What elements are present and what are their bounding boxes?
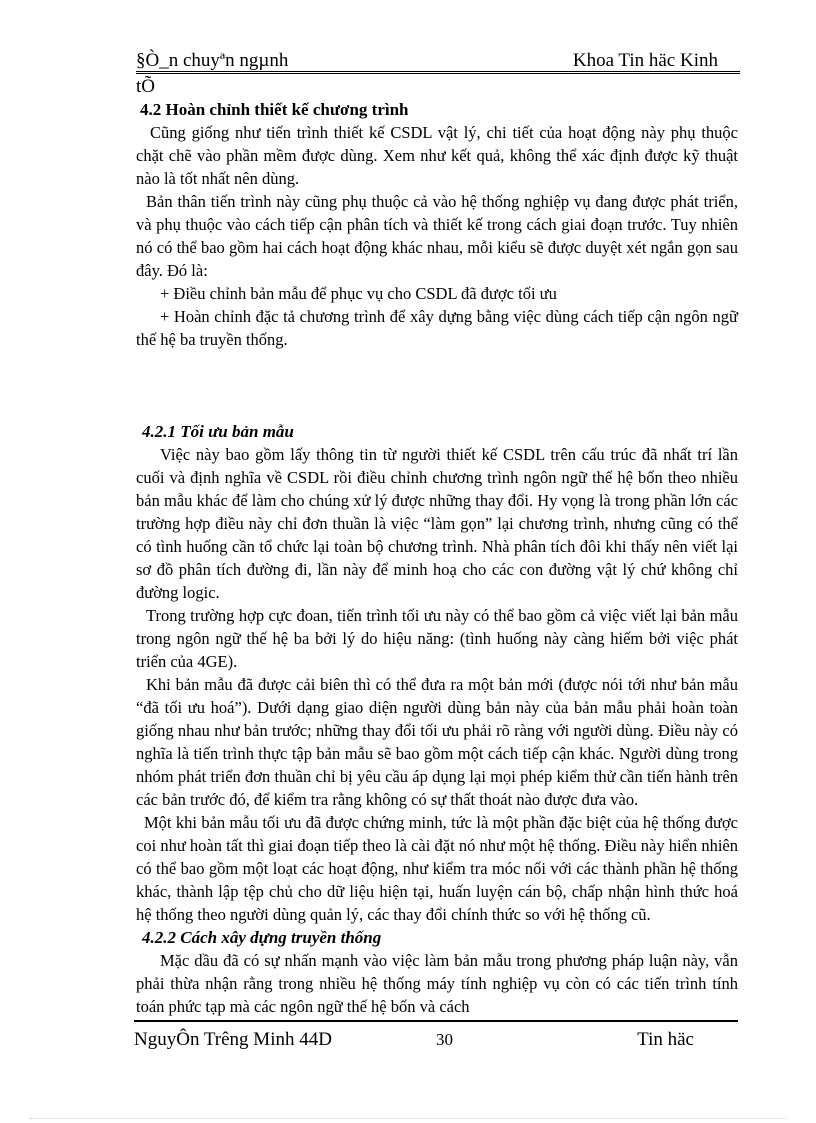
- page-number: 30: [436, 1030, 453, 1049]
- page-edge-divider: [30, 1118, 786, 1119]
- paragraph: Cũng giống như tiến trình thiết kế CSDL vật lý, chi tiết của hoạt động này phụ thuộc chặt chẽ vào phần mềm được dùng. Xem như kết quả, không thể xác định được kỹ thuật nào là tốt nhất nên dùng.: [136, 123, 738, 188]
- header-left-text: §Ò_n chuyªn ngµnh: [136, 50, 289, 71]
- header-rule: [136, 71, 740, 74]
- section-heading: 4.2 Hoàn chỉnh thiết kế chương trình: [140, 100, 409, 119]
- paragraph: Bản thân tiến trình này cũng phụ thuộc cả vào hệ thống nghiệp vụ đang được phát triển, và phụ thuộc vào cách tiếp cận phân tích và thiết kế trong cách giai đoạn trước. Tuy nhiên nó có thể bao gồm hai cách hoạt động khác nhau, mỗi kiểu sẽ được duyệt xét ngắn gọn sau đây. Đó là:: [136, 192, 738, 280]
- bullet-item: + Hoàn chỉnh đặc tả chương trình để xây dựng bằng việc dùng cách tiếp cận ngôn ngữ thế hệ ba truyền thống.: [136, 307, 738, 349]
- subsection-heading: 4.2.1 Tối ưu bản mẫu: [142, 422, 294, 441]
- spacer: [136, 351, 738, 420]
- bullet-item: + Điều chỉnh bản mẫu để phục vụ cho CSDL đã được tối ưu: [160, 284, 557, 303]
- paragraph: Trong trường hợp cực đoan, tiến trình tối ưu này có thể bao gồm cả việc viết lại bản mẫu trong ngôn ngữ thế hệ ba bởi lý do hiệu năng: (tình huống này càng hiếm bởi việc phát triển của 4GE).: [136, 606, 738, 671]
- paragraph: Mặc dầu đã có sự nhấn mạnh vào việc làm bản mẫu trong phương pháp luận này, vẫn phải thừa nhận rằng trong nhiều hệ thống máy tính nghiệp vụ còn có các tiến trình tính toán phức tạp mà các ngôn ngữ thế hệ bốn và cách: [136, 951, 738, 1016]
- header-right-text: Khoa Tin häc Kinh: [572, 50, 718, 71]
- subsection-heading: 4.2.2 Cách xây dựng truyền thống: [142, 928, 382, 947]
- header-continuation: tÕ: [136, 76, 155, 97]
- paragraph: Khi bản mẫu đã được cải biên thì có thể đưa ra một bản mới (được nói tới như bản mẫu “đã tối ưu hoá”). Dưới dạng giao diện người dùng bản này của bản mẫu phải hoàn toàn giống nhau như bản trước; những thay đổi tối ưu phải rõ ràng với người dùng. Điều này có nghĩa là tiến trình thực tập bản mẫu sẽ bao gồm một cách tiếp cận khác. Người dùng trong nhóm phát triển đơn thuần chỉ bị yêu cầu áp dụng lại mọi phép kiểm thử cần tiến hành trên các bản trước đó, để kiểm tra rằng không có sự thất thoát nào được đưa vào.: [136, 675, 738, 809]
- paragraph: Một khi bản mẫu tối ưu đã được chứng minh, tức là một phần đặc biệt của hệ thống được coi như hoàn tất thì giai đoạn tiếp theo là cài đặt nó như một hệ thống. Điều này hiển nhiên có thể bao gồm một loạt các hoạt động, như kiểm tra móc nối với các thành phần hệ thống khác, thành lập tệp chủ cho dữ liệu hiện tại, huấn luyện cán bộ, chấp nhận hình thức hoá hệ thống theo người dùng quản lý, các thay đổi chính thức so với hệ thống cũ.: [136, 813, 738, 924]
- page-header: [136, 48, 740, 74]
- footer-author: NguyÔn Trêng Minh 44D: [134, 1029, 332, 1050]
- footer-right-text: Tin häc: [637, 1029, 694, 1050]
- document-body: [136, 98, 738, 1018]
- footer-rule: [134, 1020, 738, 1022]
- paragraph: Việc này bao gồm lấy thông tin từ người thiết kế CSDL trên cấu trúc đã nhất trí lần cuối và định nghĩa về CSDL rồi điều chỉnh chương trình ngôn ngữ thế hệ bốn theo nhiều bản mẫu khác để làm cho chúng xử lý được những thay đổi. Hy vọng là trong phần lớn các trường hợp điều này chỉ đơn thuần là việc “làm gọn” lại chương trình, nhưng cũng có thể có tình huống cần tổ chức lại toàn bộ chương trình. Nhà phân tích đôi khi thấy nên viết lại sơ đồ phân tích đường đi, lần này để minh hoạ cho các con đường vật lý chứ không chỉ đường logic.: [136, 445, 738, 602]
